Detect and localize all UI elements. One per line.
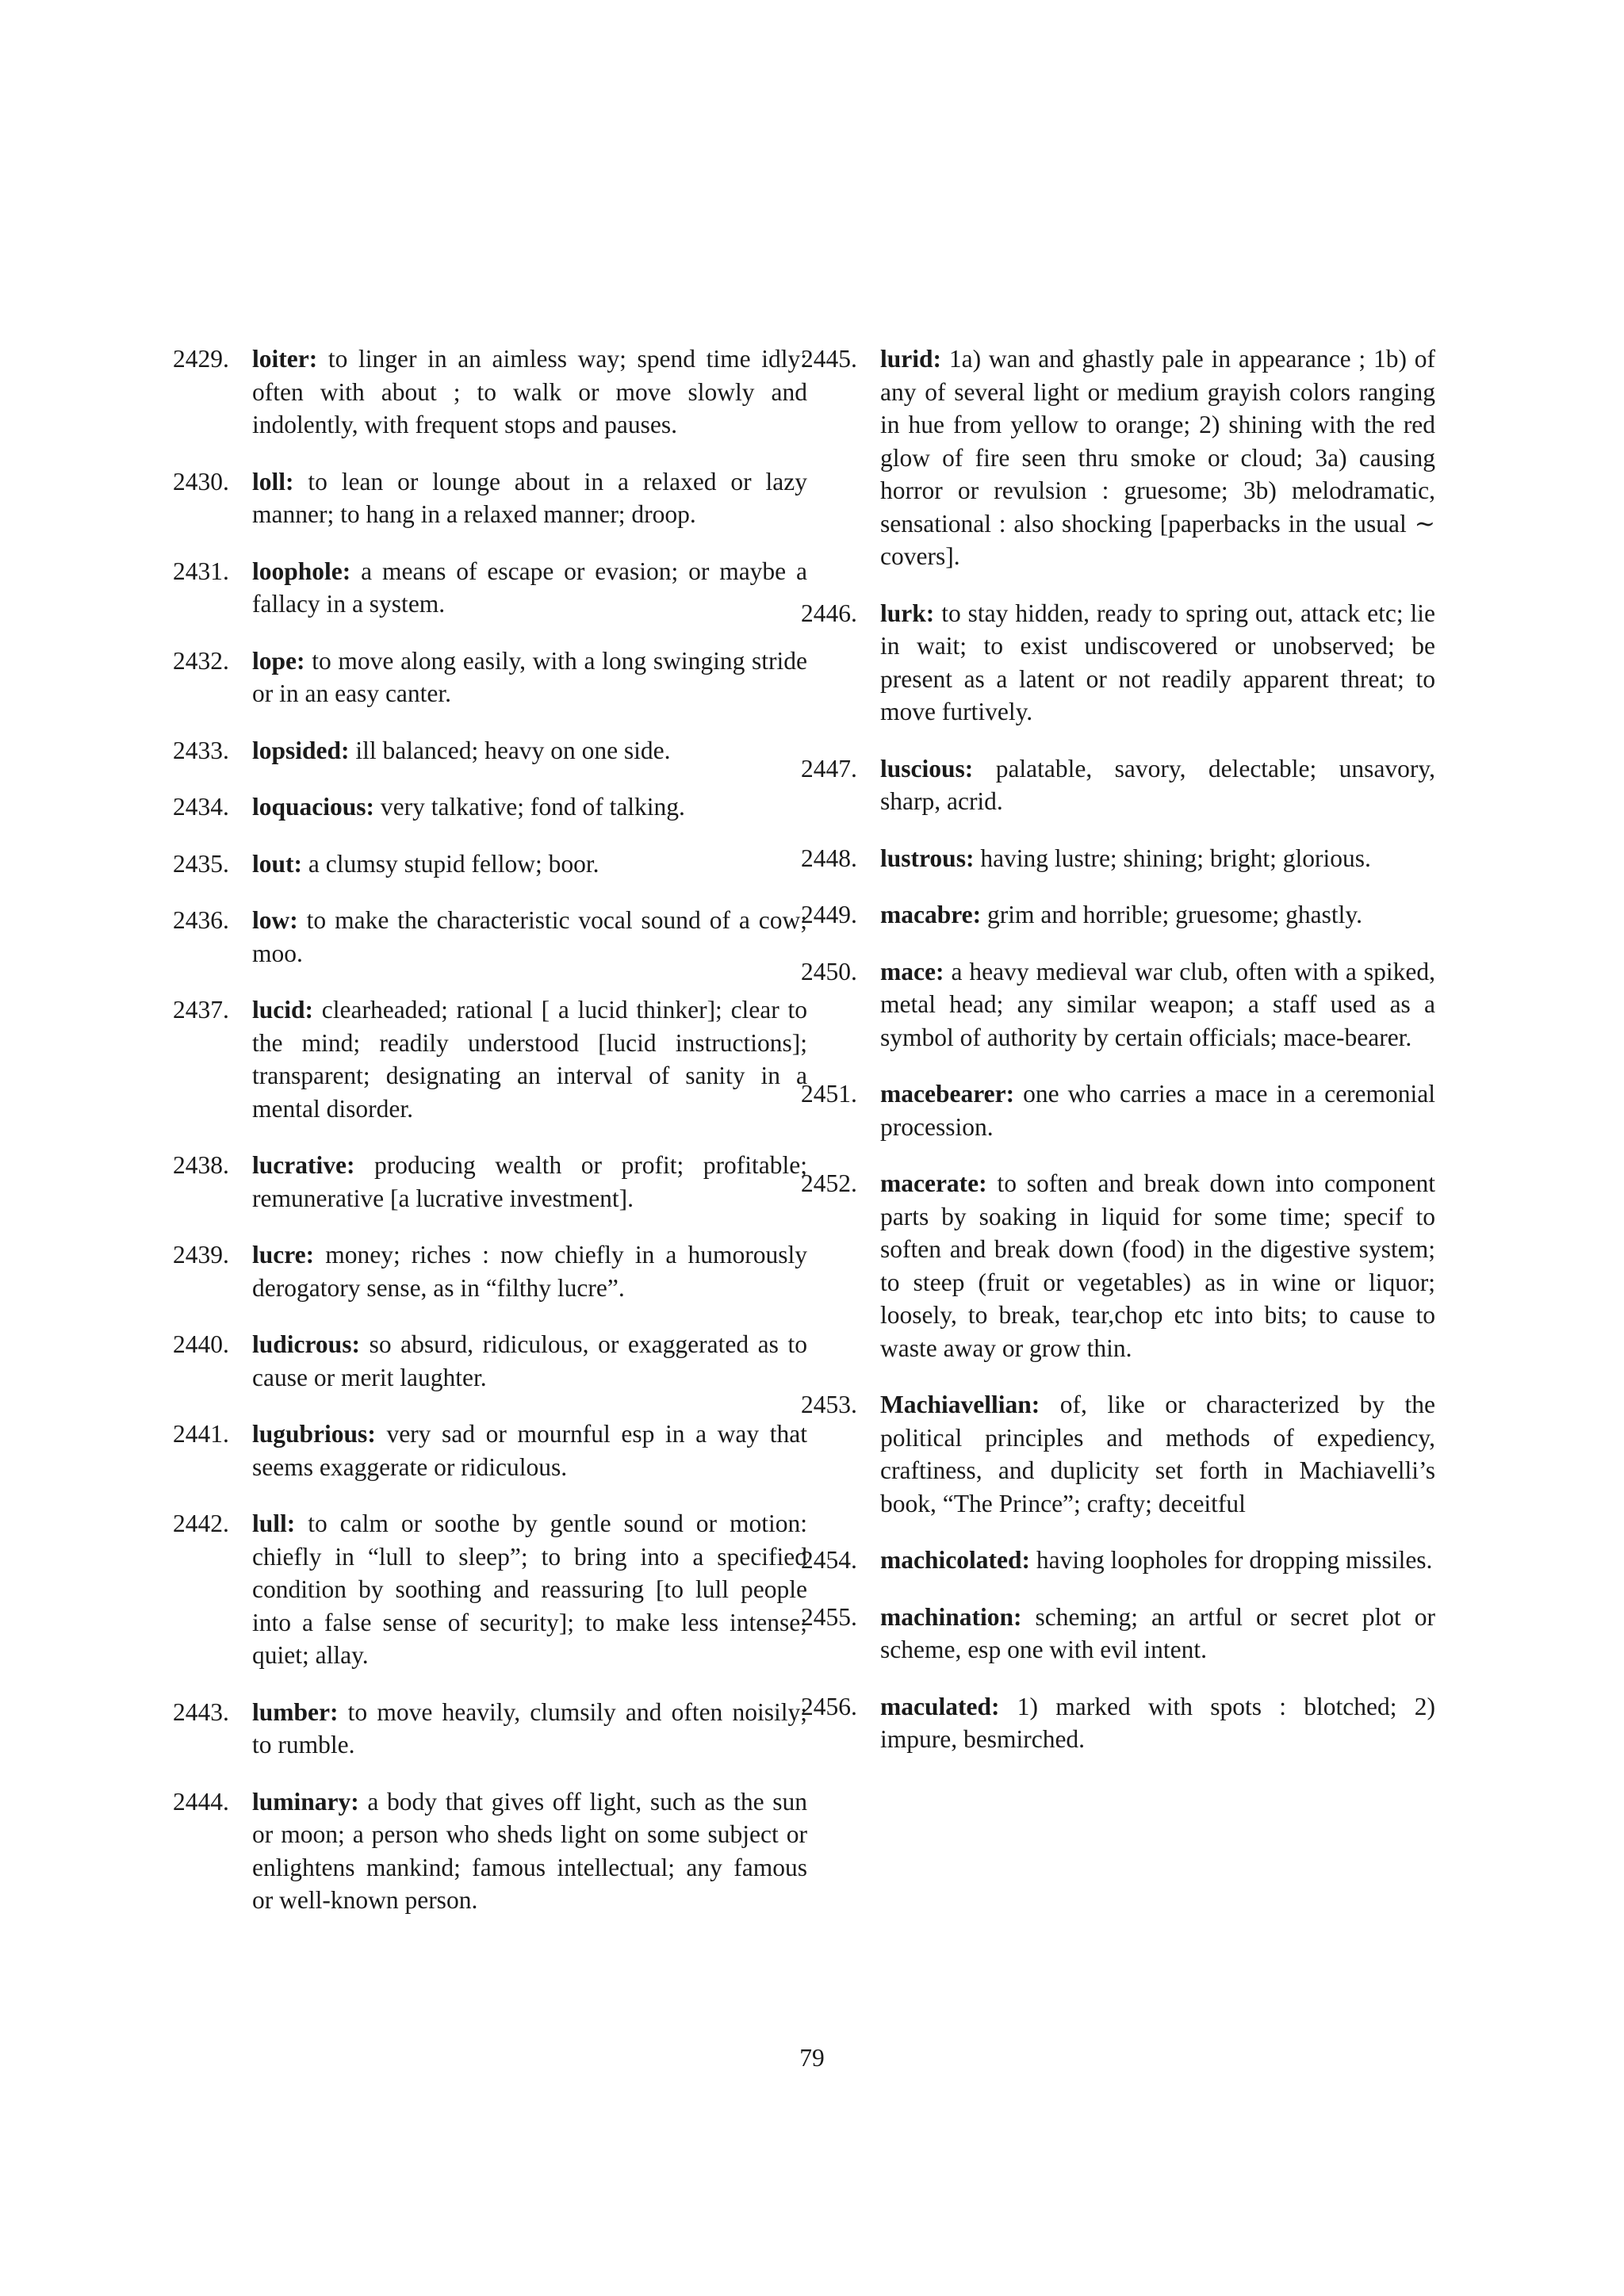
entry-number: 2450.	[801, 957, 857, 985]
entry-term: lull:	[252, 1510, 296, 1537]
entry-number: 2440.	[173, 1330, 229, 1358]
entry-term: lugubrious:	[252, 1420, 376, 1448]
entry-2451	[801, 1077, 1435, 1143]
entry-definition: a clumsy stupid fellow; boor.	[308, 849, 599, 878]
entry-definition: a heavy medieval war club, often with a spiked, metal head; any similar weapon; a staff used as a symbol of authority by certain officials; mace-bearer.	[880, 957, 1436, 1051]
entry-term: lustrous:	[880, 844, 975, 872]
entry-2435	[173, 848, 807, 881]
entry-2442	[173, 1507, 807, 1672]
entry-2447	[801, 752, 1435, 818]
entry-2437	[173, 993, 807, 1125]
entry-definition: to move along easily, with a long swinging stride or in an easy canter.	[252, 646, 808, 707]
entry-2433	[173, 734, 807, 767]
entry-definition: to make the characteristic vocal sound of a cow; moo.	[252, 906, 807, 967]
entry-term: lopsided:	[252, 736, 350, 764]
entry-number: 2447.	[801, 754, 857, 783]
entry-2455	[801, 1601, 1435, 1667]
entry-2444	[173, 1785, 807, 1917]
right-column	[801, 342, 1435, 1780]
entry-number: 2431.	[173, 557, 229, 585]
entry-number: 2449.	[801, 901, 857, 928]
entry-number: 2439.	[173, 1241, 229, 1269]
entry-number: 2456.	[801, 1692, 857, 1720]
entry-definition: a body that gives off light, such as the sun or moon; a person who sheds light on some subject or enlightens mankind; famous intellectual; any famous or well-known person.	[252, 1787, 808, 1914]
entry-number: 2443.	[173, 1697, 229, 1726]
entry-2456	[801, 1690, 1435, 1756]
entry-term: loquacious:	[252, 793, 375, 821]
entry-number: 2432.	[173, 646, 229, 675]
entry-term: lucre:	[252, 1241, 315, 1269]
entry-definition: to stay hidden, ready to spring out, attack etc; lie in wait; to exist undiscovered or unobserved; be present as a latent or not readily apparent threat; to move furtively.	[880, 599, 1435, 725]
entry-number: 2434.	[173, 793, 229, 821]
entry-2436	[173, 904, 807, 970]
entry-definition: so absurd, ridiculous, or exaggerated as to cause or merit laughter.	[252, 1330, 808, 1391]
entry-definition: having lustre; shining; bright; glorious.	[980, 844, 1371, 872]
entry-number: 2445.	[801, 345, 857, 373]
entry-term: luscious:	[880, 754, 974, 783]
entry-definition: to calm or soothe by gentle sound or motion: chiefly in “lull to sleep”; to bring into a specified condition by soothing and reassuring [to lull people into a false sense of security]; to make less intense; quiet; allay.	[252, 1510, 807, 1669]
entry-term: machination:	[880, 1602, 1022, 1631]
entry-term: lope:	[252, 646, 305, 675]
entry-definition: to linger in an aimless way; spend time idly: often with about ; to walk or move slowly and indolently, with frequent stops and pauses.	[252, 345, 808, 438]
entry-2454	[801, 1544, 1435, 1577]
entry-number: 2435.	[173, 849, 229, 878]
entry-definition: to soften and break down into component parts by soaking in liquid for some time; specif to soften and break down (food) in the digestive system; to steep (fruit or vegetables) as in wine or liquor; loosely, to break, tear,chop etc into bits; to cause to waste away or grow thin.	[880, 1169, 1435, 1362]
entry-term: mace:	[880, 957, 944, 985]
entry-term: maculated:	[880, 1692, 1000, 1720]
entry-term: loophole:	[252, 557, 351, 585]
entry-term: lurid:	[880, 345, 942, 373]
entry-number: 2441.	[173, 1420, 229, 1448]
entry-definition: producing wealth or profit; profitable; remunerative [a lucrative investment].	[252, 1151, 807, 1212]
entry-2452	[801, 1167, 1435, 1364]
entry-definition: 1) marked with spots : blotched; 2) impure, besmirched.	[880, 1692, 1435, 1753]
entry-number: 2453.	[801, 1391, 857, 1418]
entry-2439	[173, 1238, 807, 1304]
entry-number: 2430.	[173, 467, 229, 496]
entry-definition: grim and horrible; gruesome; ghastly.	[987, 901, 1362, 928]
entry-number: 2448.	[801, 844, 857, 872]
entry-definition: very talkative; fond of talking.	[380, 793, 685, 821]
entry-number: 2454.	[801, 1546, 857, 1574]
entry-number: 2451.	[801, 1080, 857, 1108]
entry-definition: to lean or lounge about in a relaxed or lazy manner; to hang in a relaxed manner; droop.	[252, 467, 808, 528]
entry-definition: one who carries a mace in a ceremonial procession.	[880, 1080, 1436, 1141]
entry-definition: to move heavily, clumsily and often noisily; to rumble.	[252, 1697, 808, 1758]
entry-number: 2429.	[173, 345, 229, 373]
entry-term: low:	[252, 906, 298, 934]
entry-2446	[801, 597, 1435, 729]
page-number: 79	[799, 2044, 825, 2072]
entry-number: 2444.	[173, 1787, 229, 1816]
entry-definition: clearheaded; rational [ a lucid thinker]; clear to the mind; readily understood [lucid instructions]; transparent; designating an interval of sanity in a mental disorder.	[252, 996, 808, 1123]
entry-2440	[173, 1328, 807, 1394]
entry-number: 2436.	[173, 906, 229, 934]
entry-term: loiter:	[252, 345, 318, 373]
entry-2430	[173, 465, 807, 531]
left-column	[173, 342, 807, 1941]
entry-term: macerate:	[880, 1169, 987, 1197]
entry-number: 2433.	[173, 736, 229, 764]
entry-number: 2446.	[801, 599, 857, 627]
entry-definition: ill balanced; heavy on one side.	[355, 736, 671, 764]
entry-definition: scheming; an artful or secret plot or scheme, esp one with evil intent.	[880, 1602, 1436, 1663]
entry-2432	[173, 645, 807, 710]
entry-number: 2442.	[173, 1510, 229, 1537]
entry-term: Machiavellian:	[880, 1391, 1040, 1418]
entry-term: loll:	[252, 467, 294, 496]
entry-number: 2455.	[801, 1602, 857, 1631]
entry-term: macebearer:	[880, 1080, 1015, 1108]
entry-definition: money; riches : now chiefly in a humorously derogatory sense, as in “filthy lucre”.	[252, 1241, 808, 1302]
entry-2441	[173, 1418, 807, 1483]
entry-2445	[801, 342, 1435, 573]
entry-2450	[801, 955, 1435, 1054]
entry-definition: of, like or characterized by the political principles and methods of expediency, craftiness, and duplicity set forth in Machiavelli’s book, “The Prince”; crafty; deceitful	[880, 1391, 1435, 1517]
entry-2429	[173, 342, 807, 442]
entry-number: 2452.	[801, 1169, 857, 1197]
entry-2438	[173, 1149, 807, 1215]
entry-term: lucid:	[252, 996, 314, 1024]
entry-2449	[801, 898, 1435, 932]
entry-2453	[801, 1388, 1435, 1520]
entry-term: machicolated:	[880, 1546, 1030, 1574]
entry-definition: having loopholes for dropping missiles.	[1036, 1546, 1433, 1574]
entry-definition: a means of escape or evasion; or maybe a fallacy in a system.	[252, 557, 807, 618]
entry-term: luminary:	[252, 1787, 359, 1816]
entry-term: lurk:	[880, 599, 935, 627]
entry-term: ludicrous:	[252, 1330, 360, 1358]
entry-number: 2438.	[173, 1151, 229, 1179]
entry-term: macabre:	[880, 901, 982, 928]
entry-2434	[173, 790, 807, 824]
entry-2431	[173, 555, 807, 621]
entry-2443	[173, 1696, 807, 1762]
entry-number: 2437.	[173, 996, 229, 1024]
entry-term: lout:	[252, 849, 302, 878]
entry-definition: 1a) wan and ghastly pale in appearance ; 1b) of any of several light or medium grayish colors ranging in hue from yellow to orange; 2) shining with the red glow of fire seen thru smoke or cloud; 3a) causing horror or revulsion : gruesome; 3b) melodramatic, sensational : also shocking [paperbacks in the usual ∼ covers].	[880, 345, 1436, 570]
entry-term: lucrative:	[252, 1151, 355, 1179]
entry-definition: palatable, savory, delectable; unsavory, sharp, acrid.	[880, 754, 1435, 815]
entry-term: lumber:	[252, 1697, 339, 1726]
entry-2448	[801, 842, 1435, 875]
entry-definition: very sad or mournful esp in a way that seems exaggerate or ridiculous.	[252, 1420, 808, 1481]
